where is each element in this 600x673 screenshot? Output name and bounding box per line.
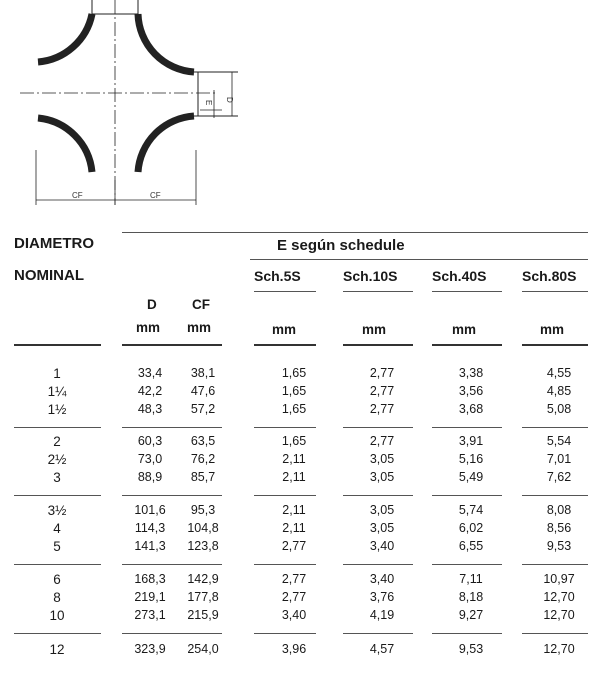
sch10-cell: 3,05: [369, 452, 395, 466]
group-separator-sch10: [343, 633, 413, 634]
group-separator-sch80: [522, 495, 588, 496]
header-rule-d-cf: [122, 344, 222, 346]
sch5-cell: 3,40: [281, 608, 307, 622]
header-rule-nominal: [14, 344, 101, 346]
sch10-cell: 2,77: [369, 402, 395, 416]
sch10-unit: mm: [362, 322, 387, 337]
sch5-cell: 1,65: [281, 434, 307, 448]
sch5-cell: 1,65: [281, 366, 307, 380]
header-rule-sch10: [343, 344, 413, 346]
group-separator-sch10: [343, 495, 413, 496]
group-separator-sch80: [522, 564, 588, 565]
d-cell: 141,3: [134, 539, 166, 553]
wall-arc-top-left: [38, 14, 92, 62]
cf-cell: 85,7: [190, 470, 216, 484]
sch10-cell: 3,76: [369, 590, 395, 604]
top-rule: [122, 232, 588, 233]
cf-cell: 63,5: [190, 434, 216, 448]
sch5-cell: 2,11: [282, 503, 306, 517]
cf-cell: 123,8: [187, 539, 219, 553]
nominal-cell: 6: [53, 572, 61, 587]
group-separator-d-cf: [122, 495, 222, 496]
sch10-cell: 3,05: [369, 503, 395, 517]
sch40-cell: 6,55: [458, 539, 484, 553]
nominal-cell: 4: [53, 521, 61, 536]
nominal-cell: 8: [53, 590, 61, 605]
d-cell: 219,1: [134, 590, 166, 604]
cf-cell: 215,9: [187, 608, 219, 622]
sch40-header: Sch.40S: [432, 268, 487, 284]
sch40-cell: 9,27: [458, 608, 484, 622]
nominal-cell: 3: [53, 470, 61, 485]
sch40-cell: 5,16: [458, 452, 484, 466]
cf-right-label: CF: [150, 191, 161, 200]
cf-cell: 254,0: [187, 642, 219, 656]
sch80-cell: 8,08: [546, 503, 572, 517]
sch80-cell: 5,08: [546, 402, 572, 416]
sch40-underline: [432, 291, 502, 292]
sch10-cell: 4,19: [369, 608, 395, 622]
sch40-cell: 8,18: [458, 590, 484, 604]
sch5-cell: 3,96: [281, 642, 307, 656]
sch40-cell: 6,02: [458, 521, 484, 535]
cf-cell: 104,8: [187, 521, 219, 535]
d-cell: 60,3: [137, 434, 163, 448]
sch5-cell: 2,11: [282, 470, 306, 484]
group-separator-d-cf: [122, 564, 222, 565]
sch80-header: Sch.80S: [522, 268, 577, 284]
sch80-underline: [522, 291, 588, 292]
sch80-unit: mm: [540, 322, 565, 337]
cf-cell: 76,2: [190, 452, 216, 466]
sch80-cell: 10,97: [543, 572, 575, 586]
group-separator-sch40: [432, 427, 502, 428]
sch80-cell: 4,85: [546, 384, 572, 398]
group-separator-sch40: [432, 495, 502, 496]
d-cell: 73,0: [137, 452, 163, 466]
d-header: D: [147, 297, 157, 312]
schedule-rule: [250, 259, 588, 260]
sch40-cell: 5,74: [458, 503, 484, 517]
sch5-underline: [254, 291, 316, 292]
group-separator-sch40: [432, 564, 502, 565]
sch10-cell: 3,40: [369, 539, 395, 553]
diametro-header: DIAMETRO: [14, 235, 94, 252]
sch80-cell: 12,70: [543, 642, 575, 656]
header-rule-sch40: [432, 344, 502, 346]
sch40-cell: 9,53: [458, 642, 484, 656]
sch5-cell: 1,65: [281, 402, 307, 416]
sch10-cell: 2,77: [369, 384, 395, 398]
group-separator-d-cf: [122, 633, 222, 634]
group-separator-nominal: [14, 633, 101, 634]
sch5-cell: 2,77: [281, 590, 307, 604]
group-separator-sch10: [343, 427, 413, 428]
sch80-cell: 7,62: [546, 470, 572, 484]
nominal-cell: 3½: [47, 503, 67, 518]
cf-cell: 38,1: [190, 366, 216, 380]
header-rule-sch5: [254, 344, 316, 346]
sch10-header: Sch.10S: [343, 268, 398, 284]
nominal-cell: 12: [49, 642, 65, 657]
sch40-cell: 3,56: [458, 384, 484, 398]
sch40-cell: 3,68: [458, 402, 484, 416]
nominal-cell: 1½: [47, 402, 67, 417]
group-separator-sch80: [522, 633, 588, 634]
wall-arc-top-right: [138, 14, 194, 72]
sch40-cell: 3,91: [458, 434, 484, 448]
cf-cell: 142,9: [187, 572, 219, 586]
sch5-header: Sch.5S: [254, 268, 301, 284]
d-unit: mm: [136, 320, 161, 335]
sch80-cell: 7,01: [546, 452, 572, 466]
nominal-cell: 1: [53, 366, 61, 381]
e-segun-schedule-header: E según schedule: [277, 237, 405, 254]
sch80-cell: 4,55: [546, 366, 572, 380]
sch5-cell: 2,77: [281, 539, 307, 553]
group-separator-sch80: [522, 427, 588, 428]
sch40-cell: 5,49: [458, 470, 484, 484]
d-cell: 101,6: [134, 503, 166, 517]
sch40-cell: 3,38: [458, 366, 484, 380]
header-rule-sch80: [522, 344, 588, 346]
cf-left-label: CF: [72, 191, 83, 200]
cf-cell: 47,6: [190, 384, 216, 398]
sch5-cell: 1,65: [281, 384, 307, 398]
sch80-cell: 8,56: [546, 521, 572, 535]
sch5-cell: 2,77: [281, 572, 307, 586]
d-cell: 273,1: [134, 608, 166, 622]
d-cell: 88,9: [137, 470, 163, 484]
cf-cell: 95,3: [190, 503, 216, 517]
sch10-underline: [343, 291, 413, 292]
wall-arc-bottom-right: [138, 116, 194, 172]
sch80-cell: 12,70: [543, 608, 575, 622]
wall-arc-bottom-left: [38, 118, 92, 172]
sch10-cell: 3,40: [369, 572, 395, 586]
cf-cell: 177,8: [187, 590, 219, 604]
sch80-cell: 9,53: [546, 539, 572, 553]
cf-unit: mm: [187, 320, 212, 335]
d-cell: 33,4: [137, 366, 163, 380]
nominal-cell: 2½: [47, 452, 67, 467]
sch80-cell: 5,54: [546, 434, 572, 448]
d-cell: 114,3: [134, 521, 166, 535]
d-label: D: [225, 97, 234, 103]
group-separator-nominal: [14, 427, 101, 428]
sch10-cell: 3,05: [369, 470, 395, 484]
cf-cell: 57,2: [190, 402, 216, 416]
sch10-cell: 2,77: [369, 366, 395, 380]
d-cell: 48,3: [137, 402, 163, 416]
group-separator-nominal: [14, 564, 101, 565]
d-cell: 323,9: [134, 642, 166, 656]
group-separator-d-cf: [122, 427, 222, 428]
cross-fitting-diagram: [0, 0, 600, 215]
sch5-cell: 2,11: [282, 521, 306, 535]
sch10-cell: 4,57: [369, 642, 395, 656]
sch40-cell: 7,11: [459, 572, 483, 586]
d-cell: 42,2: [137, 384, 163, 398]
nominal-cell: 5: [53, 539, 61, 554]
e-label: E: [204, 100, 213, 106]
sch40-unit: mm: [452, 322, 477, 337]
nominal-header: NOMINAL: [14, 267, 84, 284]
sch10-cell: 3,05: [369, 521, 395, 535]
sch5-unit: mm: [272, 322, 297, 337]
group-separator-sch5: [254, 633, 316, 634]
group-separator-sch5: [254, 427, 316, 428]
group-separator-sch40: [432, 633, 502, 634]
cf-header: CF: [192, 297, 210, 312]
group-separator-sch10: [343, 564, 413, 565]
group-separator-sch5: [254, 495, 316, 496]
sch80-cell: 12,70: [543, 590, 575, 604]
sch5-cell: 2,11: [282, 452, 306, 466]
nominal-cell: 1¼: [47, 384, 67, 399]
nominal-cell: 2: [53, 434, 61, 449]
nominal-cell: 10: [49, 608, 65, 623]
sch10-cell: 2,77: [369, 434, 395, 448]
group-separator-sch5: [254, 564, 316, 565]
d-cell: 168,3: [134, 572, 166, 586]
group-separator-nominal: [14, 495, 101, 496]
